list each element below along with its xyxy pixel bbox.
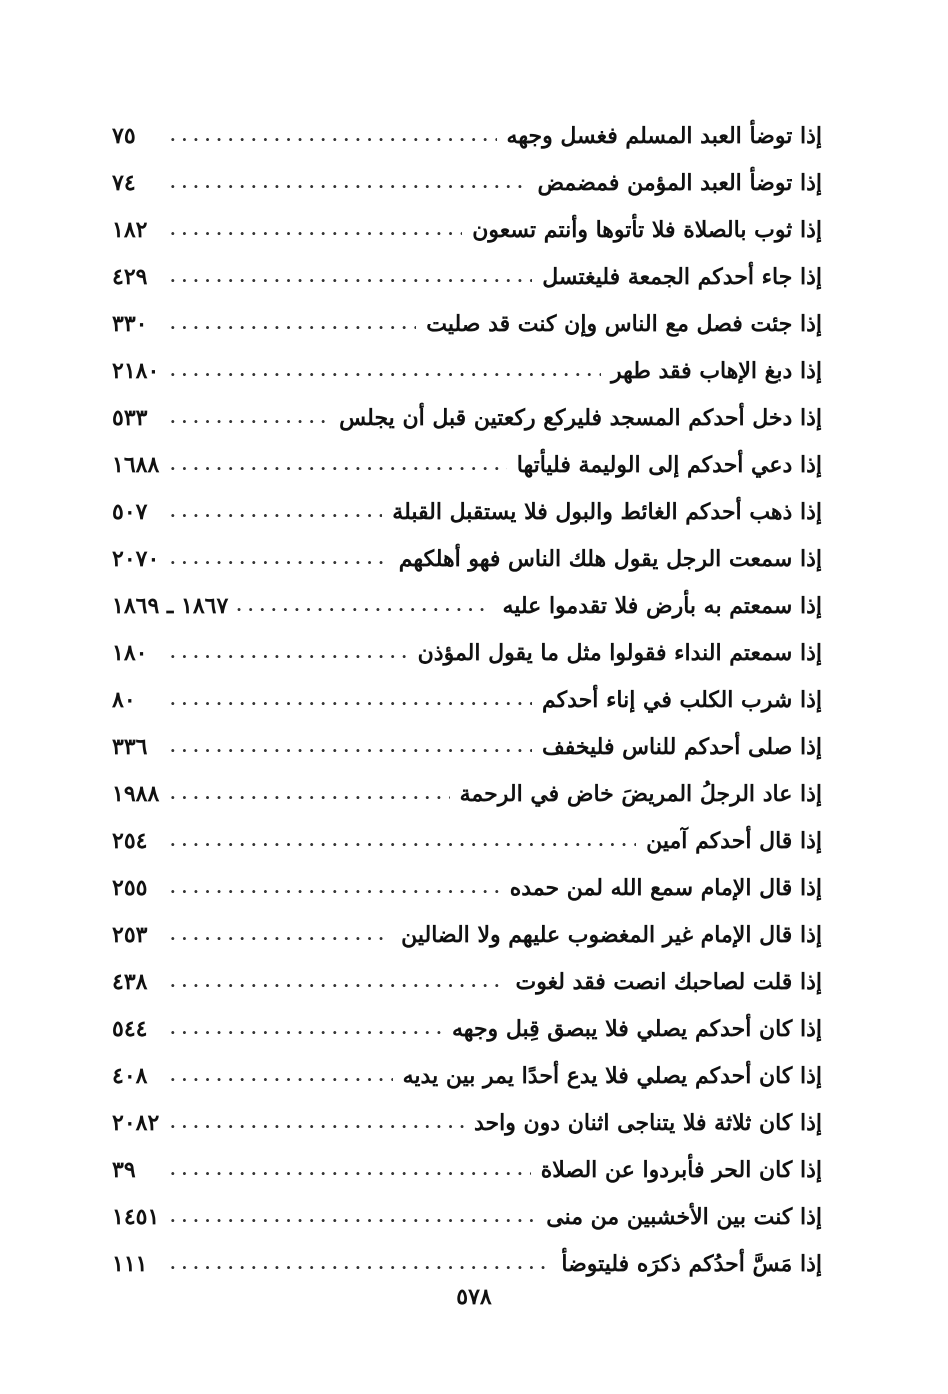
dot-leader xyxy=(162,878,500,897)
entry-reference-number: ٣٣٠ xyxy=(112,310,148,337)
entry-reference-number: ١٦٨٨ xyxy=(112,451,160,478)
entry-text: إذا قال أحدكم آمين xyxy=(646,827,822,854)
index-entry xyxy=(112,958,822,1005)
dot-leader xyxy=(162,1160,531,1179)
index-entry xyxy=(112,723,822,770)
dot-leader xyxy=(162,972,506,991)
dot-leader xyxy=(162,1254,551,1273)
entry-reference-number: ٢٥٣ xyxy=(112,921,148,948)
dot-leader xyxy=(162,361,601,380)
entry-text: إذا قلت لصاحبك انصت فقد لغوت xyxy=(515,968,822,995)
entry-text: إذا ثوب بالصلاة فلا تأتوها وأنتم تسعون xyxy=(472,216,822,243)
index-entry xyxy=(112,582,822,629)
index-entry xyxy=(112,1240,822,1287)
entry-reference-number: ٥٣٣ xyxy=(112,404,148,431)
index-entry xyxy=(112,394,822,441)
entry-reference-number: ٨٠ xyxy=(112,686,136,713)
entry-text: إذا توضأ العبد المؤمن فمضمض xyxy=(537,169,822,196)
entry-text: إذا قال الإمام غير المغضوب عليهم ولا الضالين xyxy=(401,921,822,948)
entry-text: إذا دبغ الإهاب فقد طهر xyxy=(611,357,822,384)
entry-text: إذا جئت فصل مع الناس وإن كنت قد صليت xyxy=(426,310,822,337)
index-entry xyxy=(112,817,822,864)
index-entry xyxy=(112,864,822,911)
entry-text: إذا ذهب أحدكم الغائط والبول فلا يستقبل القبلة xyxy=(392,498,822,525)
index-entry xyxy=(112,676,822,723)
dot-leader xyxy=(162,126,497,145)
entry-text: إذا كان ثلاثة فلا يتناجى اثنان دون واحد xyxy=(473,1109,822,1136)
entry-reference-number: ٧٤ xyxy=(112,169,136,196)
index-entry xyxy=(112,488,822,535)
entry-reference-number: ٢٠٧٠ xyxy=(112,545,160,572)
entry-reference-number: ٣٣٦ xyxy=(112,733,148,760)
index-entry xyxy=(112,347,822,394)
entry-text: إذا سمعتم به بأرض فلا تقدموا عليه xyxy=(502,592,822,619)
index-entry xyxy=(112,911,822,958)
index-entry xyxy=(112,253,822,300)
index-entry xyxy=(112,112,822,159)
entry-text: إذا سمعت الرجل يقول هلك الناس فهو أهلكهم xyxy=(398,545,822,572)
dot-leader xyxy=(162,1066,393,1085)
entry-text: إذا جاء أحدكم الجمعة فليغتسل xyxy=(542,263,822,290)
index-entry xyxy=(112,1052,822,1099)
dot-leader xyxy=(162,314,416,333)
dot-leader xyxy=(162,643,408,662)
entry-text: إذا كنت بين الأخشبين من منى xyxy=(546,1203,822,1230)
dot-leader xyxy=(162,502,382,521)
index-entry xyxy=(112,206,822,253)
dot-leader xyxy=(162,408,329,427)
entry-text: إذا صلى أحدكم للناس فليخفف xyxy=(541,733,822,760)
entry-text: إذا كان الحر فأبردوا عن الصلاة xyxy=(540,1156,822,1183)
index-entry xyxy=(112,1099,822,1146)
dot-leader xyxy=(162,925,391,944)
hadith-index-list xyxy=(112,112,822,1287)
dot-leader xyxy=(162,1019,442,1038)
entry-reference-number: ٢١٨٠ xyxy=(112,357,160,384)
dot-leader xyxy=(162,267,532,286)
entry-reference-number: ٥٠٧ xyxy=(112,498,148,525)
entry-reference-number: ٥٤٤ xyxy=(112,1015,148,1042)
entry-reference-number: ٢٥٤ xyxy=(112,827,148,854)
dot-leader xyxy=(162,690,532,709)
dot-leader xyxy=(162,784,450,803)
dot-leader xyxy=(228,596,492,615)
entry-reference-number: ٤٢٩ xyxy=(112,263,148,290)
index-entry xyxy=(112,629,822,676)
dot-leader xyxy=(162,737,532,756)
entry-text: إذا دعي أحدكم إلى الوليمة فليأتها xyxy=(516,451,822,478)
index-entry xyxy=(112,159,822,206)
entry-reference-number: ١١١ xyxy=(112,1250,148,1277)
entry-reference-number: ٢٠٨٢ xyxy=(112,1109,160,1136)
entry-text: إذا كان أحدكم يصلي فلا يدع أحدًا يمر بين يديه xyxy=(402,1062,822,1089)
page-number: ٥٧٨ xyxy=(456,1284,492,1310)
dot-leader xyxy=(162,173,527,192)
entry-text: إذا دخل أحدكم المسجد فليركع ركعتين قبل أن يجلس xyxy=(339,404,822,431)
index-entry xyxy=(112,535,822,582)
index-entry xyxy=(112,300,822,347)
entry-reference-number: ٣٩ xyxy=(112,1156,136,1183)
entry-text: إذا سمعتم النداء فقولوا مثل ما يقول المؤذن xyxy=(417,639,822,666)
dot-leader xyxy=(162,1113,464,1132)
dot-leader xyxy=(162,1207,536,1226)
index-entry xyxy=(112,1146,822,1193)
entry-text: إذا قال الإمام سمع الله لمن حمده xyxy=(509,874,822,901)
index-entry xyxy=(112,1193,822,1240)
entry-text: إذا كان أحدكم يصلي فلا يبصق قِبل وجهه xyxy=(452,1015,822,1042)
entry-reference-number: ٧٥ xyxy=(112,122,136,149)
entry-text: إذا شرب الكلب في إناء أحدكم xyxy=(542,686,822,713)
entry-reference-number: ١٩٨٨ xyxy=(112,780,160,807)
index-entry xyxy=(112,770,822,817)
entry-reference-number: ١٤٥١ xyxy=(112,1203,160,1230)
entry-reference-number: ٤٣٨ xyxy=(112,968,148,995)
index-entry xyxy=(112,441,822,488)
entry-text: إذا عاد الرجلُ المريضَ خاض في الرحمة xyxy=(459,780,822,807)
entry-text: إذا توضأ العبد المسلم فغسل وجهه xyxy=(506,122,822,149)
entry-reference-number: ١٨٦٧ ـ ١٨٦٩ xyxy=(112,592,229,619)
entry-reference-number: ٤٠٨ xyxy=(112,1062,148,1089)
dot-leader xyxy=(162,549,389,568)
dot-leader xyxy=(162,220,462,239)
dot-leader xyxy=(162,455,507,474)
entry-reference-number: ٢٥٥ xyxy=(112,874,148,901)
entry-reference-number: ١٨٢ xyxy=(112,216,148,243)
entry-text: إذا مَسَّ أحدُكم ذكرَه فليتوضأ xyxy=(561,1250,822,1277)
dot-leader xyxy=(162,831,636,850)
index-entry xyxy=(112,1005,822,1052)
entry-reference-number: ١٨٠ xyxy=(112,639,148,666)
